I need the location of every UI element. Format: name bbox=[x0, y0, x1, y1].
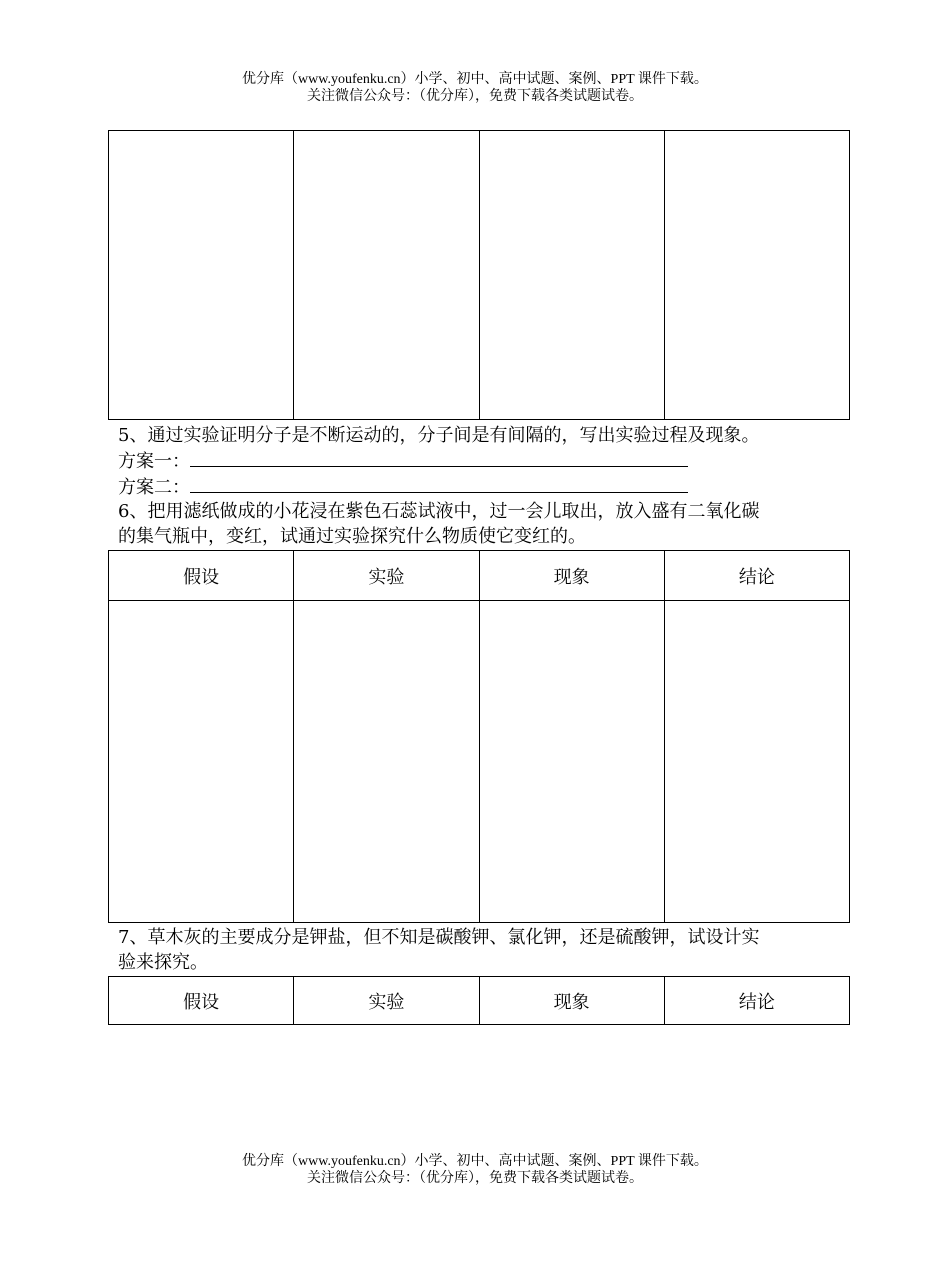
page-header bbox=[0, 71, 950, 105]
question-5 bbox=[118, 423, 838, 500]
plan-1-row bbox=[118, 448, 838, 474]
answer-cell[interactable] bbox=[294, 601, 479, 923]
page-footer bbox=[0, 1153, 950, 1187]
question-5-text: 5、通过实验证明分子是不断运动的，分子间是有间隔的，写出实验过程及现象。 bbox=[118, 425, 760, 446]
footer-line-1: 优分库（www.youfenku.cn）小学、初中、高中试题、案例、PPT 课件下载。 bbox=[242, 1154, 708, 1169]
table-row bbox=[109, 131, 850, 420]
table-header-row bbox=[109, 551, 850, 601]
question-7-line-1: 7、草木灰的主要成分是钾盐，但不知是碳酸钾、氯化钾，还是硫酸钾，试设计实 bbox=[118, 927, 760, 948]
plan-2-answer-blank[interactable] bbox=[190, 474, 688, 493]
plan-2-row bbox=[118, 474, 838, 500]
question-6-line-1: 6、把用滤纸做成的小花浸在紫色石蕊试液中，过一会儿取出，放入盛有二氧化碳 bbox=[118, 501, 760, 522]
header-line-2: 关注微信公众号：（优分库），免费下载各类试题试卷。 bbox=[307, 89, 643, 104]
footer-line-2: 关注微信公众号：（优分库），免费下载各类试题试卷。 bbox=[307, 1171, 643, 1186]
question-7 bbox=[118, 925, 838, 975]
header-phenomenon: 现象 bbox=[479, 551, 664, 601]
answer-cell[interactable] bbox=[479, 601, 664, 923]
question-6 bbox=[118, 499, 838, 549]
header-phenomenon: 现象 bbox=[479, 977, 664, 1025]
header-hypothesis: 假设 bbox=[109, 977, 294, 1025]
question-6-line-2: 的集气瓶中，变红，试通过实验探究什么物质使它变红的。 bbox=[118, 526, 586, 547]
answer-cell[interactable] bbox=[294, 131, 479, 420]
header-experiment: 实验 bbox=[294, 551, 479, 601]
plan-1-answer-blank[interactable] bbox=[190, 448, 688, 467]
header-experiment: 实验 bbox=[294, 977, 479, 1025]
answer-cell[interactable] bbox=[109, 131, 294, 420]
header-conclusion: 结论 bbox=[664, 977, 849, 1025]
header-hypothesis: 假设 bbox=[109, 551, 294, 601]
header-conclusion: 结论 bbox=[664, 551, 849, 601]
answer-cell[interactable] bbox=[109, 601, 294, 923]
answer-cell[interactable] bbox=[479, 131, 664, 420]
plan-2-label: 方案二： bbox=[118, 477, 190, 498]
question-7-line-2: 验来探究。 bbox=[118, 952, 208, 973]
q4-answer-table bbox=[108, 130, 850, 420]
q7-answer-table bbox=[108, 976, 850, 1025]
table-header-row bbox=[109, 977, 850, 1025]
plan-1-label: 方案一： bbox=[118, 451, 190, 472]
answer-cell[interactable] bbox=[664, 601, 849, 923]
header-line-1: 优分库（www.youfenku.cn）小学、初中、高中试题、案例、PPT 课件下载。 bbox=[242, 72, 708, 87]
q6-answer-table bbox=[108, 550, 850, 923]
table-row bbox=[109, 601, 850, 923]
answer-cell[interactable] bbox=[664, 131, 849, 420]
